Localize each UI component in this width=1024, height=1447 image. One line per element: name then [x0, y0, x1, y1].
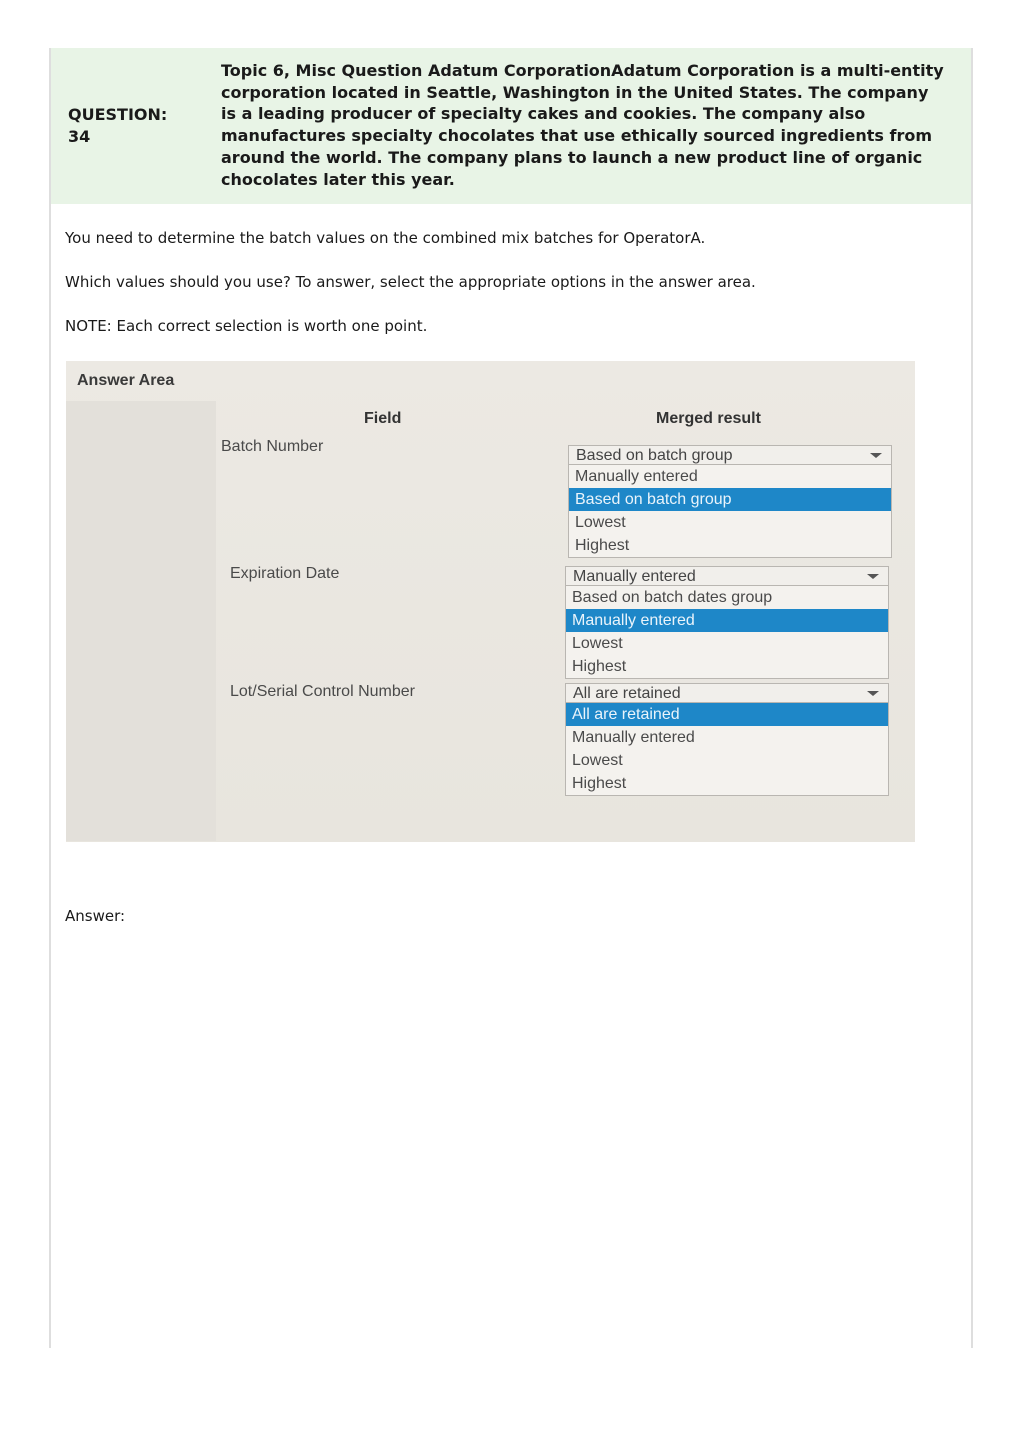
- answer-label: Answer:: [65, 907, 126, 925]
- question-label-text: QUESTION:: [68, 105, 168, 124]
- dropdown-option-highlighted[interactable]: Based on batch group: [569, 488, 891, 511]
- note-paragraph: NOTE: Each correct selection is worth one point.: [65, 317, 428, 335]
- selected-value: Based on batch group: [576, 447, 733, 464]
- chevron-down-icon[interactable]: [867, 574, 879, 579]
- dropdown-option[interactable]: Highest: [572, 775, 627, 792]
- dropdown-option[interactable]: Highest: [572, 658, 627, 675]
- instruction-paragraph: Which values should you use? To answer, select the appropriate options in the answer area.: [65, 273, 756, 291]
- chevron-down-icon[interactable]: [867, 691, 879, 696]
- instruction-paragraph: You need to determine the batch values on the combined mix batches for OperatorA.: [65, 229, 706, 247]
- topic-line: corporation located in Seattle, Washington in the United States. The company: [221, 82, 929, 102]
- dropdown-option[interactable]: Lowest: [572, 635, 623, 652]
- field-label-lot-serial-control-number: Lot/Serial Control Number: [230, 683, 415, 700]
- dropdown-option-highlighted[interactable]: All are retained: [566, 703, 888, 726]
- lot-serial-dropdown[interactable]: [565, 683, 889, 796]
- topic-line: Topic 6, Misc Question Adatum CorporationAdatum Corporation is a multi-entity: [221, 61, 944, 80]
- dropdown-option[interactable]: Manually entered: [572, 729, 695, 746]
- dropdown-option[interactable]: Highest: [575, 537, 630, 554]
- dropdown-option[interactable]: Lowest: [575, 514, 626, 531]
- answer-area-band: [66, 401, 216, 841]
- question-number: 34: [68, 127, 91, 146]
- dropdown-option-highlighted[interactable]: Manually entered: [566, 609, 888, 632]
- expiration-date-dropdown[interactable]: [565, 566, 889, 679]
- chevron-down-icon[interactable]: [870, 453, 882, 458]
- topic-line: is a leading producer of specialty cakes and cookies. The company also: [221, 104, 866, 124]
- lot-serial-selected[interactable]: [565, 683, 889, 703]
- topic-line: around the world. The company plans to launch a new product line of organic: [221, 147, 923, 167]
- field-label-batch-number: Batch Number: [221, 438, 324, 455]
- expiration-date-options: [565, 586, 889, 679]
- answer-area-title: Answer Area: [77, 372, 175, 389]
- selected-value: Manually entered: [573, 568, 696, 585]
- topic-text: [221, 60, 966, 190]
- expiration-date-selected[interactable]: [565, 566, 889, 586]
- dropdown-option[interactable]: Based on batch dates group: [572, 589, 773, 606]
- batch-number-options: [568, 465, 892, 558]
- field-label-expiration-date: Expiration Date: [230, 565, 340, 582]
- answer-area: [66, 361, 915, 842]
- merged-result-column-header: Merged result: [656, 410, 761, 427]
- topic-line: manufactures specialty chocolates that use ethically sourced ingredients from: [221, 126, 932, 146]
- batch-number-selected[interactable]: [568, 445, 892, 465]
- dropdown-option[interactable]: Lowest: [572, 752, 623, 769]
- lot-serial-options: [565, 703, 889, 796]
- dropdown-option[interactable]: Manually entered: [575, 468, 698, 485]
- topic-line: chocolates later this year.: [221, 169, 455, 189]
- selected-value: All are retained: [573, 685, 681, 702]
- question-label: [68, 104, 198, 148]
- field-column-header: Field: [364, 410, 402, 427]
- batch-number-dropdown[interactable]: [568, 445, 892, 558]
